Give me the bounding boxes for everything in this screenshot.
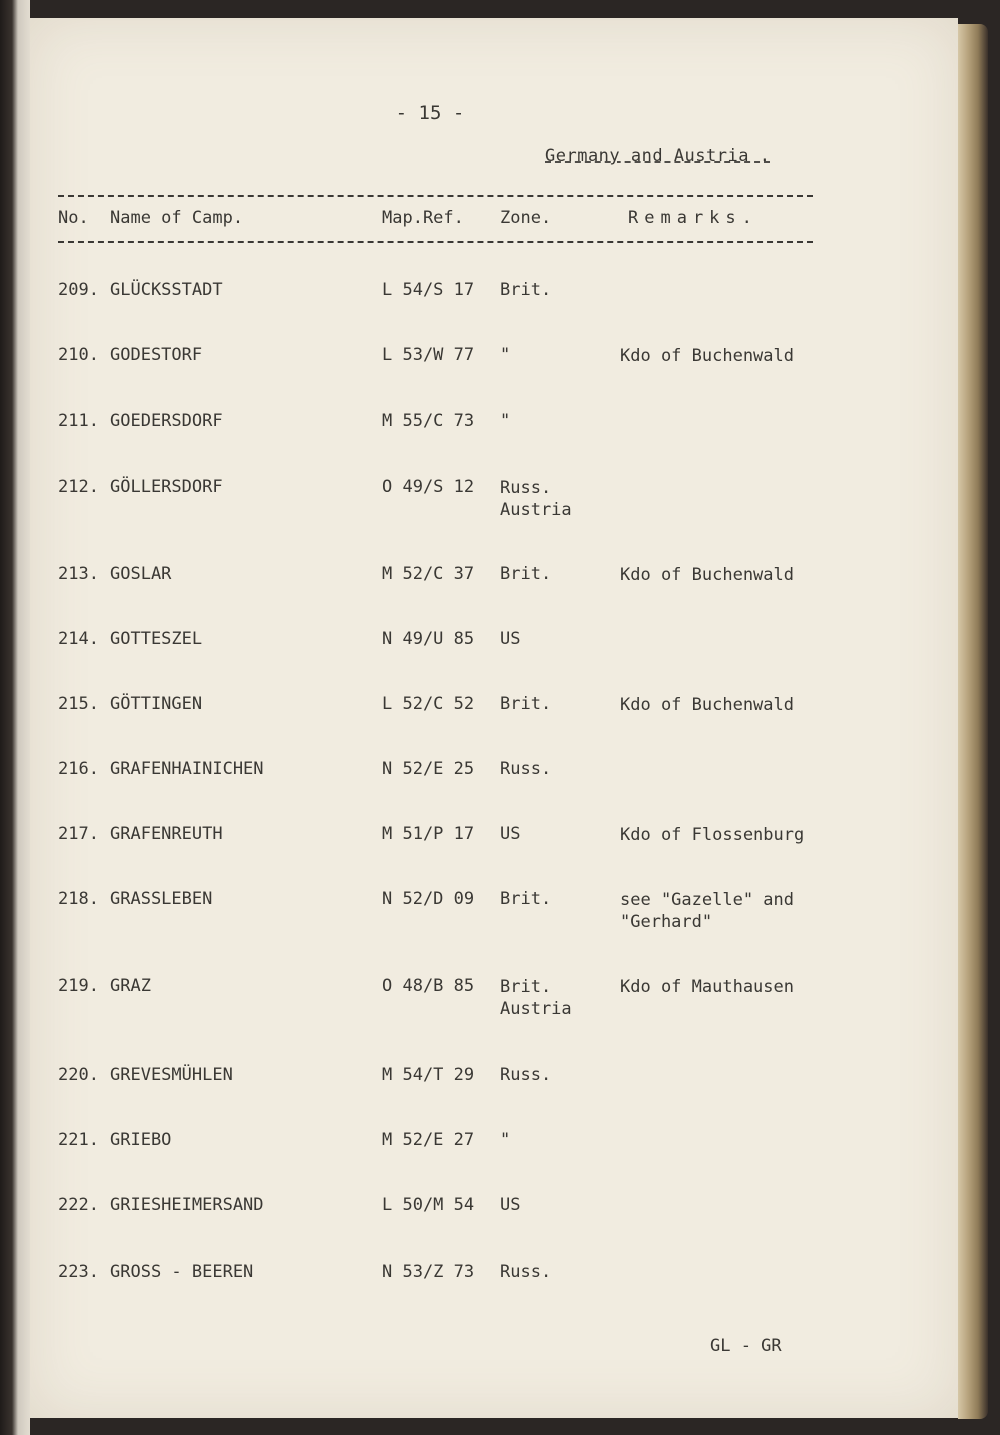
header-name: Name of Camp. xyxy=(110,208,244,228)
row-camp-name: GRIEBO xyxy=(110,1130,172,1150)
row-zone: Russ. xyxy=(500,759,552,779)
book-binding xyxy=(0,0,30,1435)
row-zone: " xyxy=(500,411,511,431)
row-zone: Russ. xyxy=(500,1262,552,1282)
document-page xyxy=(30,18,958,1418)
row-camp-name: GRIESHEIMERSAND xyxy=(110,1195,264,1215)
row-camp-name: GÖTTINGEN xyxy=(110,694,203,714)
row-map-ref: N 52/D 09 xyxy=(382,889,475,909)
row-no: 214. xyxy=(58,629,99,649)
header-map-ref: Map.Ref. xyxy=(382,208,464,228)
row-no: 223. xyxy=(58,1262,99,1282)
row-zone: " xyxy=(500,1130,511,1150)
table-row xyxy=(30,1065,958,1115)
table-row xyxy=(30,824,958,874)
row-remarks: Kdo of Mauthausen xyxy=(620,977,794,997)
row-remarks: Kdo of Buchenwald xyxy=(620,346,794,366)
row-no: 210. xyxy=(58,345,99,365)
table-row xyxy=(30,345,958,395)
row-camp-name: GODESTORF xyxy=(110,345,203,365)
page-edge xyxy=(958,24,988,1419)
table-row xyxy=(30,1195,958,1245)
row-map-ref: L 53/W 77 xyxy=(382,345,475,365)
row-remarks: see "Gazelle" and "Gerhard" xyxy=(620,890,794,932)
row-no: 218. xyxy=(58,889,99,909)
header-zone: Zone. xyxy=(500,208,552,228)
row-no: 222. xyxy=(58,1195,99,1215)
row-camp-name: GOSLAR xyxy=(110,564,172,584)
row-camp-name: GLÜCKSSTADT xyxy=(110,280,223,300)
row-map-ref: L 54/S 17 xyxy=(382,280,475,300)
table-row xyxy=(30,280,958,330)
table-row xyxy=(30,1130,958,1180)
row-camp-name: GOTTESZEL xyxy=(110,629,203,649)
table-row xyxy=(30,759,958,809)
row-camp-name: GOEDERSDORF xyxy=(110,411,223,431)
table-row xyxy=(30,694,958,744)
row-camp-name: GRAZ xyxy=(110,976,151,996)
row-map-ref: L 52/C 52 xyxy=(382,694,475,714)
section-title: Germany and Austria . xyxy=(545,146,771,166)
row-zone: Brit. xyxy=(500,564,552,584)
row-no: 211. xyxy=(58,411,99,431)
row-no: 221. xyxy=(58,1130,99,1150)
row-no: 215. xyxy=(58,694,99,714)
row-map-ref: N 49/U 85 xyxy=(382,629,475,649)
row-remarks: Kdo of Buchenwald xyxy=(620,565,794,585)
table-row xyxy=(30,629,958,679)
row-no: 217. xyxy=(58,824,99,844)
row-no: 209. xyxy=(58,280,99,300)
table-row xyxy=(30,477,958,527)
row-zone: Brit. Austria xyxy=(500,977,572,1019)
row-map-ref: N 52/E 25 xyxy=(382,759,475,779)
header-rule-top xyxy=(58,195,813,197)
row-zone: Russ. Austria xyxy=(500,478,572,520)
row-map-ref: O 48/B 85 xyxy=(382,976,475,996)
header-remarks: Remarks. xyxy=(628,208,758,228)
row-camp-name: GRAFENHAINICHEN xyxy=(110,759,264,779)
row-zone: US xyxy=(500,629,521,649)
row-camp-name: GROSS - BEEREN xyxy=(110,1262,254,1282)
page-footer-range: GL - GR xyxy=(710,1336,782,1356)
row-camp-name: GRAFENREUTH xyxy=(110,824,223,844)
table-row xyxy=(30,976,958,1026)
header-rule-bottom xyxy=(58,241,813,243)
table-row xyxy=(30,564,958,614)
row-zone: US xyxy=(500,824,521,844)
row-no: 213. xyxy=(58,564,99,584)
row-remarks: Kdo of Buchenwald xyxy=(620,695,794,715)
row-map-ref: M 55/C 73 xyxy=(382,411,475,431)
row-map-ref: L 50/M 54 xyxy=(382,1195,475,1215)
row-map-ref: O 49/S 12 xyxy=(382,477,475,497)
table-row xyxy=(30,411,958,461)
row-map-ref: N 53/Z 73 xyxy=(382,1262,475,1282)
row-camp-name: GREVESMÜHLEN xyxy=(110,1065,233,1085)
page-number: - 15 - xyxy=(395,102,465,124)
row-no: 212. xyxy=(58,477,99,497)
row-camp-name: GRASSLEBEN xyxy=(110,889,213,909)
row-map-ref: M 54/T 29 xyxy=(382,1065,475,1085)
row-zone: US xyxy=(500,1195,521,1215)
row-no: 216. xyxy=(58,759,99,779)
row-camp-name: GÖLLERSDORF xyxy=(110,477,223,497)
table-header xyxy=(30,208,958,232)
row-map-ref: M 52/E 27 xyxy=(382,1130,475,1150)
row-zone: Brit. xyxy=(500,694,552,714)
row-remarks: Kdo of Flossenburg xyxy=(620,825,805,845)
row-zone: " xyxy=(500,345,511,365)
row-map-ref: M 52/C 37 xyxy=(382,564,475,584)
row-zone: Brit. xyxy=(500,889,552,909)
row-no: 220. xyxy=(58,1065,99,1085)
row-map-ref: M 51/P 17 xyxy=(382,824,475,844)
row-zone: Brit. xyxy=(500,280,552,300)
row-no: 219. xyxy=(58,976,99,996)
table-row xyxy=(30,889,958,939)
header-no: No. xyxy=(58,208,89,228)
table-row xyxy=(30,1262,958,1312)
row-zone: Russ. xyxy=(500,1065,552,1085)
